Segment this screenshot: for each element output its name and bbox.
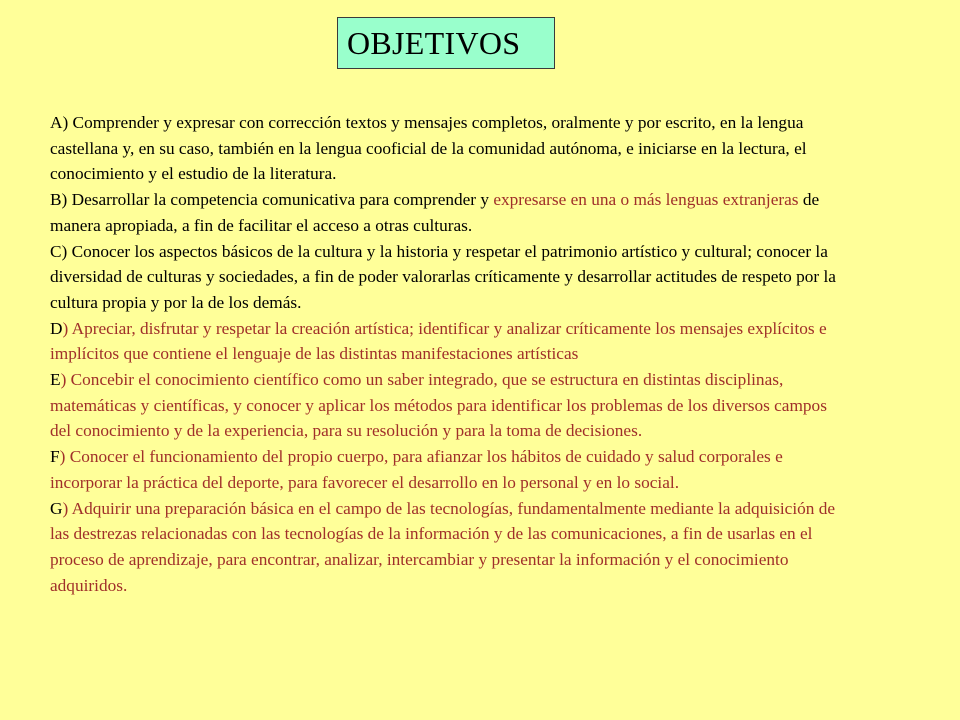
title-box <box>337 17 555 69</box>
objective-text-segment: E <box>50 370 61 390</box>
objective-f <box>50 444 840 495</box>
objective-text-segment: de manera apropiada, a fin de facilitar el acceso a otras culturas. <box>50 190 820 235</box>
objective-d <box>50 316 840 367</box>
objectives-list <box>50 110 840 598</box>
objective-e <box>50 367 840 444</box>
objective-text-segment: B) Desarrollar la competencia comunicativa para comprender y <box>50 190 494 210</box>
objective-text-segment: ) Concebir el conocimiento científico como un saber integrado, que se estructura en distintas disciplinas, matemáticas y científicas, y conocer y aplicar los métodos para identificar los problemas de los diversos campos del conocimiento y de la experiencia, para su resolución y para la toma de decisiones. <box>50 370 827 441</box>
objective-c <box>50 239 840 316</box>
objective-text-segment: expresarse en una o más lenguas extranjeras <box>493 190 799 210</box>
objective-text-segment: D <box>50 318 63 338</box>
objective-text-segment: ) Adquirir una preparación básica en el campo de las tecnologías, fundamentalmente mediante la adquisición de las destrezas relacionadas con las tecnologías de la información y de las comunicaciones, a fin de usarlas en el proceso de aprendizaje, para encontrar, analizar, intercambiar y presentar la información y el conocimiento adquiridos. <box>50 498 836 595</box>
objective-text-segment: C) Conocer los aspectos básicos de la cultura y la historia y respetar el patrimonio artístico y cultural; conocer la diversidad de culturas y sociedades, a fin de poder valorarlas críticamente y desarrollar actitudes de respeto por la cultura propia y por la de los demás. <box>50 241 836 312</box>
objective-text-segment: G <box>50 498 63 518</box>
objective-b <box>50 187 840 238</box>
objective-text-segment: F <box>50 447 60 467</box>
objective-text-segment: ) Conocer el funcionamiento del propio cuerpo, para afianzar los hábitos de cuidado y salud corporales e incorporar la práctica del deporte, para favorecer el desarrollo en lo personal y en lo social. <box>50 447 783 492</box>
objective-text-segment: ) Apreciar, disfrutar y respetar la creación artística; identificar y analizar críticamente los mensajes explícitos e implícitos que contiene el lenguaje de las distintas manifestaciones artísticas <box>50 318 827 364</box>
objective-g <box>50 496 840 599</box>
objective-a <box>50 110 840 187</box>
objective-text-segment: A) Comprender y expresar con corrección textos y mensajes completos, oralmente y por escrito, en la lengua castellana y, en su caso, también en la lengua cooficial de la comunidad autónoma, e iniciarse en la lectura, el conocimiento y el estudio de la literatura. <box>50 113 807 184</box>
page-title: OBJETIVOS <box>347 24 521 61</box>
